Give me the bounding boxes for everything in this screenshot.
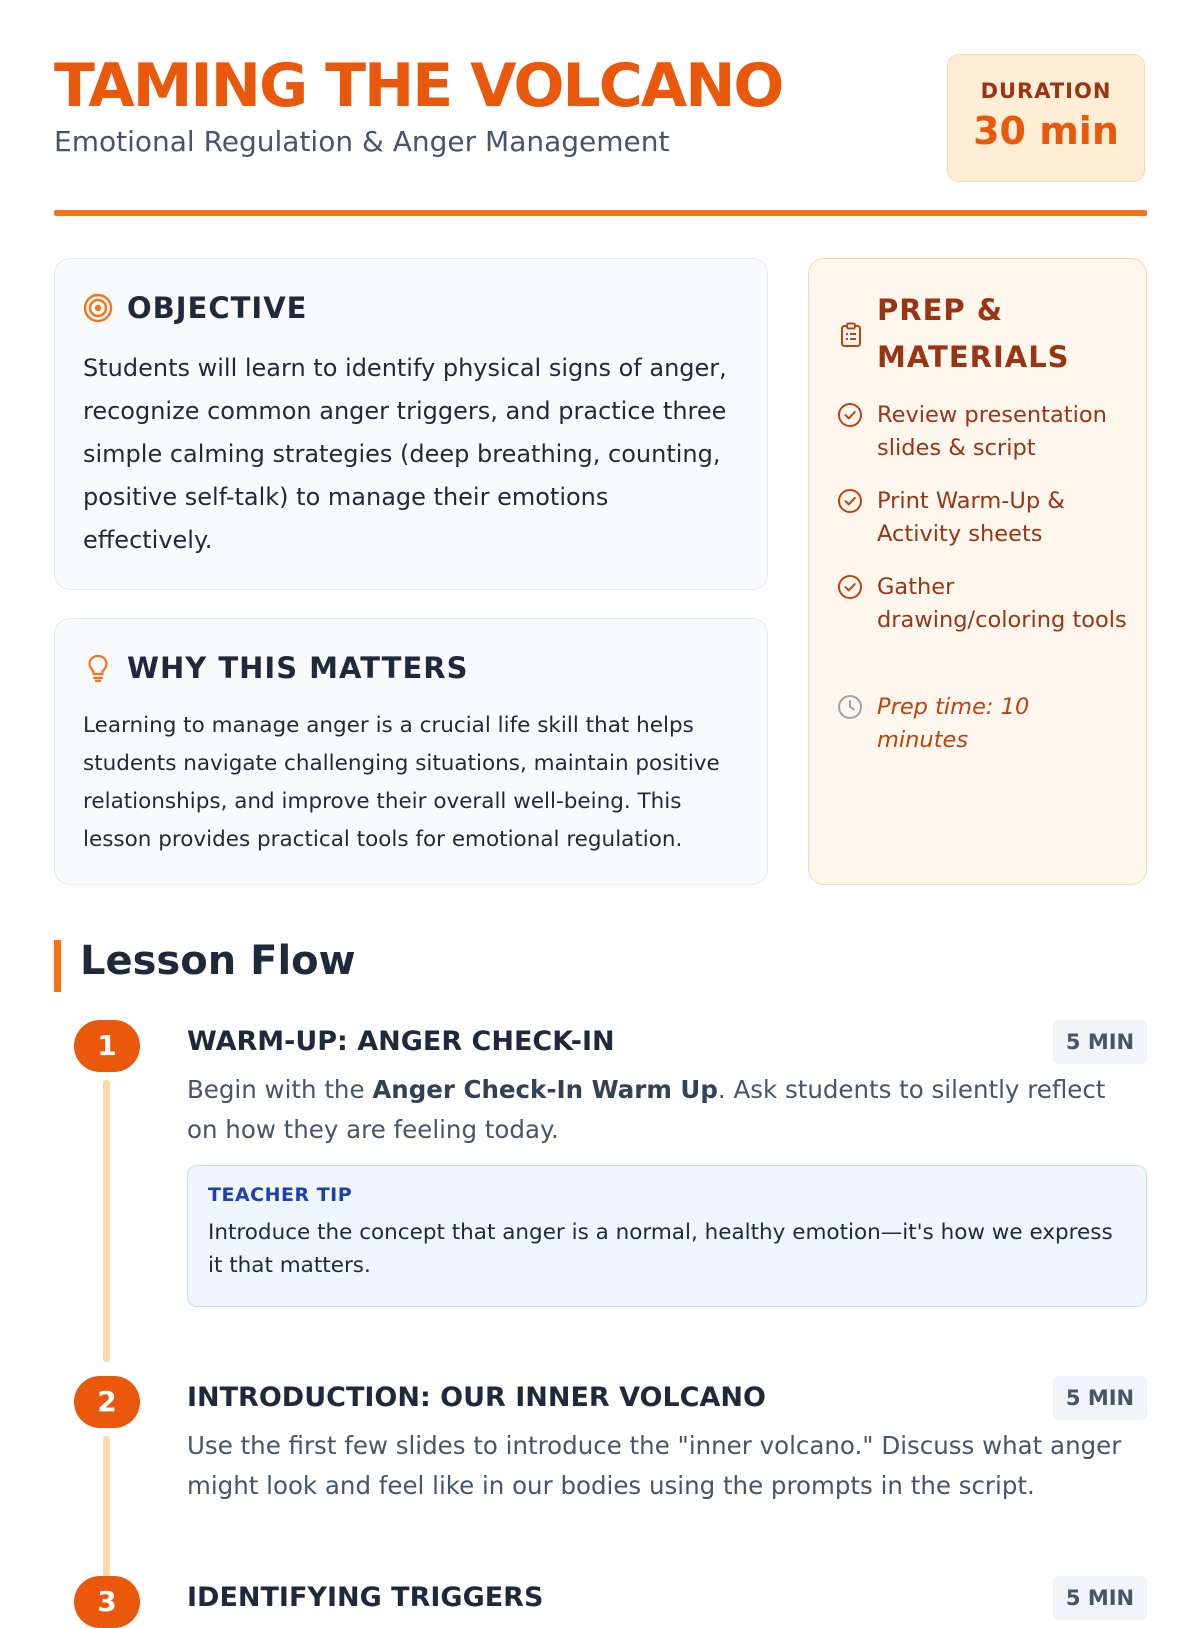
prep-time-text: Prep time: 10 minutes <box>877 694 1030 753</box>
objective-text: Students will learn to identify physical signs of anger, recognize common anger triggers, and practice three simple calming strategies (deep breathing, counting, positive self-talk) to manage their emotions effectively. <box>83 354 727 554</box>
step-text-bold: Anger Check-In Warm Up <box>372 1075 718 1104</box>
prep-item <box>837 399 1127 465</box>
prep-item-label: Review presentation slides & script <box>877 402 1107 461</box>
prep-item-label: Gather drawing/coloring tools <box>877 574 1127 633</box>
clipboard-icon <box>837 321 865 349</box>
prep-title: PREP & MATERIALS <box>877 293 1070 374</box>
objective-header <box>83 291 307 325</box>
prep-item <box>837 571 1127 637</box>
step-number: 2 <box>74 1376 140 1428</box>
duration-badge <box>947 54 1145 182</box>
step-title: WARM-UP: ANGER CHECK-IN <box>187 1026 615 1057</box>
step-duration-badge: 5 MIN <box>1053 1020 1147 1064</box>
page-title: TAMING THE VOLCANO <box>54 51 783 121</box>
teacher-tip-text: Introduce the concept that anger is a normal, healthy emotion—it's how we express it that matters. <box>208 1220 1113 1278</box>
section-accent-bar <box>54 940 61 992</box>
prep-item-label: Print Warm-Up & Activity sheets <box>877 488 1065 547</box>
why-title: WHY THIS MATTERS <box>127 651 469 685</box>
step-text-part: Begin with the <box>187 1075 373 1104</box>
step-number: 1 <box>74 1020 140 1072</box>
why-text: Learning to manage anger is a crucial life skill that helps students navigate challenging situations, maintain positive relationships, and improve their overall well-being. This lesson provides practical tools for emotional regulation. <box>83 713 720 852</box>
step-duration-badge: 5 MIN <box>1053 1576 1147 1620</box>
step-text-part: . Ask students to silently reflect on how they are feeling today. <box>187 1075 1106 1144</box>
check-circle-icon <box>837 402 863 428</box>
prep-card <box>808 258 1147 885</box>
objective-title: OBJECTIVE <box>127 291 308 325</box>
target-icon <box>83 293 113 323</box>
objective-card <box>54 258 768 590</box>
step-duration-badge: 5 MIN <box>1053 1376 1147 1420</box>
lesson-flow-title: Lesson Flow <box>80 938 356 984</box>
prep-time <box>837 691 1127 757</box>
lesson-plan-page <box>54 0 1147 1618</box>
prep-item <box>837 485 1127 551</box>
step-title: IDENTIFYING TRIGGERS <box>187 1582 544 1613</box>
step-number: 3 <box>74 1576 140 1628</box>
why-header <box>83 651 469 685</box>
lightbulb-icon <box>83 653 113 683</box>
teacher-tip-label: TEACHER TIP <box>208 1184 353 1206</box>
duration-label: DURATION <box>980 79 1112 103</box>
step-description <box>187 1070 1142 1150</box>
header-divider <box>54 210 1147 216</box>
why-card <box>54 618 768 885</box>
step-title: INTRODUCTION: OUR INNER VOLCANO <box>187 1382 766 1413</box>
check-circle-icon <box>837 574 863 600</box>
step-timeline-line <box>103 1080 110 1362</box>
page-subtitle: Emotional Regulation & Anger Management <box>54 125 670 158</box>
clock-icon <box>837 694 863 720</box>
prep-list <box>837 399 1127 657</box>
teacher-tip <box>187 1165 1147 1307</box>
duration-value: 30 min <box>973 109 1119 153</box>
step-description: Use the first few slides to introduce the "inner volcano." Discuss what anger might look and feel like in our bodies using the prompts in the script. <box>187 1431 1122 1500</box>
check-circle-icon <box>837 488 863 514</box>
